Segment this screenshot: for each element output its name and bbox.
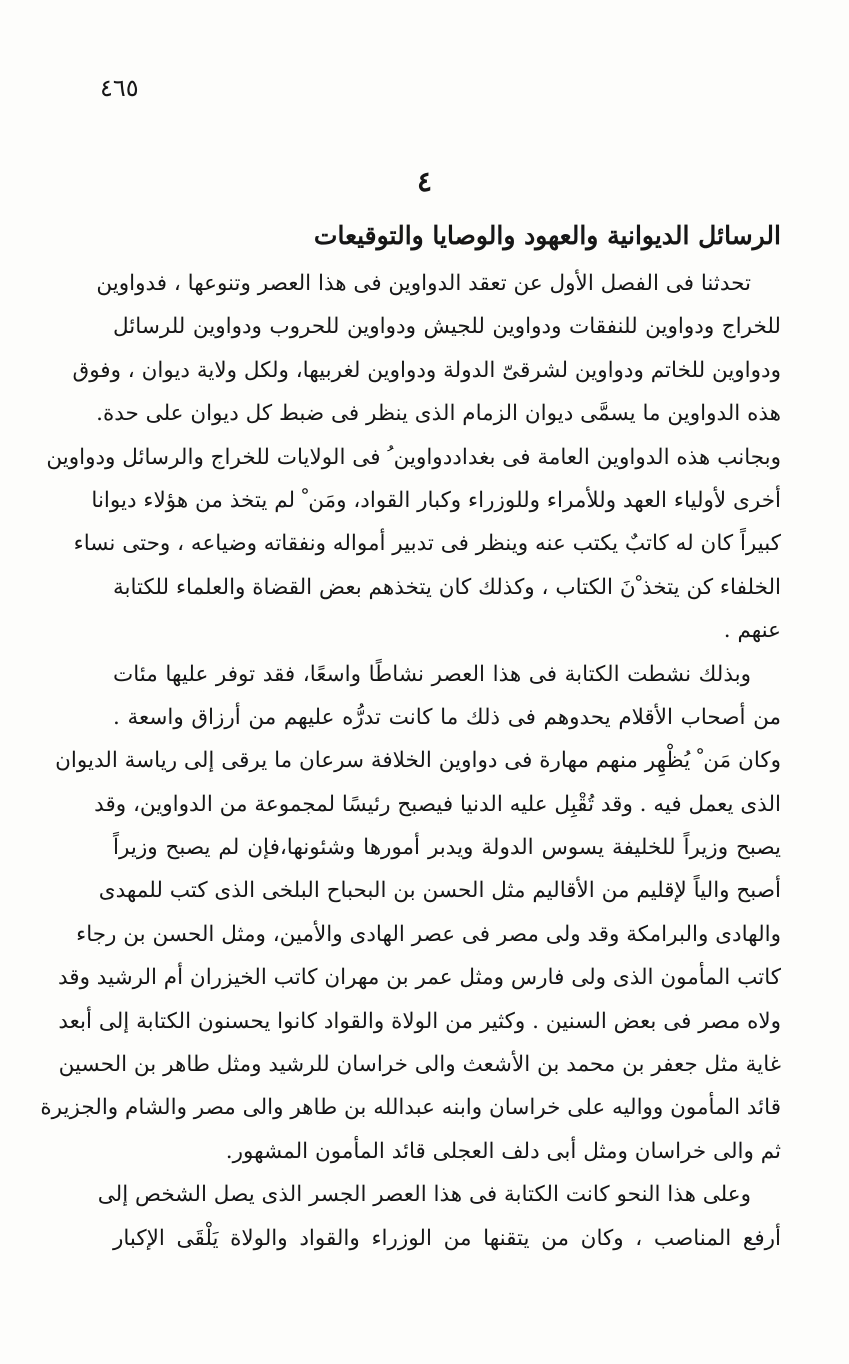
text-line: وبجانب هذه الدواوين العامة فى بغداددواوين ُ فى الولايات للخراج والرسائل ودواوين <box>46 444 781 470</box>
text-line: يصبح وزيراً للخليفة يسوس الدولة ويدبر أمورها وشئونها،فإن لم يصبح وزيراً <box>113 835 781 861</box>
text-line: ولاه مصر فى بعض السنين . وكثير من الولاة والقواد كانوا يحسنون الكتابة إلى أبعد <box>58 1008 781 1034</box>
text-line: وعلى هذا النحو كانت الكتابة فى هذا العصر الجسر الذى يصل الشخص إلى <box>97 1182 751 1208</box>
text-line: والهادى والبرامكة وقد ولى مصر فى عصر الهادى والأمين، ومثل الحسن بن رجاء <box>76 921 781 947</box>
text-line: الذى يعمل فيه . وقد تُقْبِل عليه الدنيا فيصبح رئيسًا لمجموعة من الدواوين، وقد <box>94 791 781 817</box>
text-line: ودواوين للخاتم ودواوين لشرقىّ الدولة ودواوين لغربيها، ولكل ولاية ديوان ، وفوق <box>72 357 781 383</box>
text-line: هذه الدواوين ما يسمَّى ديوان الزمام الذى ينظر فى ضبط كل ديوان على حدة. <box>96 401 781 427</box>
text-line: ثم والى خراسان ومثل أبى دلف العجلى قائد المأمون المشهور. <box>225 1138 781 1164</box>
page-number: ٤٦٥ <box>100 74 139 102</box>
text-line: أصبح والياً لإقليم من الأقاليم مثل الحسن بن البحباح البلخى الذى كتب للمهدى <box>98 878 781 904</box>
text-line: وبذلك نشطت الكتابة فى هذا العصر نشاطًا واسعًا، فقد توفر عليها مئات <box>113 661 751 687</box>
text-line: أرفع المناصب ، وكان من يتقنها من الوزراء والقواد والولاة يَلْقَى الإكبار <box>113 1225 781 1251</box>
text-line: من أصحاب الأقلام يحدوهم فى ذلك ما كانت تدرُّه عليهم من أرزاق واسعة . <box>113 704 781 730</box>
text-line: كبيراً كان له كاتبٌ يكتب عنه وينظر فى تدبير أمواله ونفقاته وضياعه ، وحتى نساء <box>73 531 781 557</box>
text-line: للخراج ودواوين للنفقات ودواوين للجيش ودواوين للحروب ودواوين للرسائل <box>113 314 781 340</box>
text-line: قائد المأمون وواليه على خراسان وابنه عبدالله بن طاهر والى مصر والشام والجزيرة <box>40 1095 781 1121</box>
text-line: وكان مَن ْ يُظْهِر منهم مهارة فى دواوين الخلافة سرعان ما يرقى إلى رياسة الديوان <box>55 748 781 774</box>
text-line: كاتب المأمون الذى ولى فارس ومثل عمر بن مهران كاتب الخيزران أم الرشيد وقد <box>58 965 781 991</box>
text-line: عنهم . <box>723 618 781 644</box>
text-line: الخلفاء كن يتخذ ْنَ الكتاب ، وكذلك كان يتخذهم بعض القضاة والعلماء للكتابة <box>113 574 781 600</box>
section-title: الرسائل الديوانية والعهود والوصايا والتوقيعات <box>313 221 781 250</box>
section-number: ٤ <box>416 165 433 198</box>
text-line: غاية مثل جعفر بن محمد بن الأشعث والى خراسان للرشيد ومثل طاهر بن الحسين <box>58 1052 781 1078</box>
text-line: تحدثنا فى الفصل الأول عن تعقد الدواوين فى هذا العصر وتنوعها ، فدواوين <box>96 271 751 296</box>
text-line: أخرى لأولياء العهد وللأمراء وللوزراء وكبار القواد، ومَن ْ لم يتخذ من هؤلاء ديوانا <box>91 487 781 513</box>
body-text <box>40 262 781 1260</box>
